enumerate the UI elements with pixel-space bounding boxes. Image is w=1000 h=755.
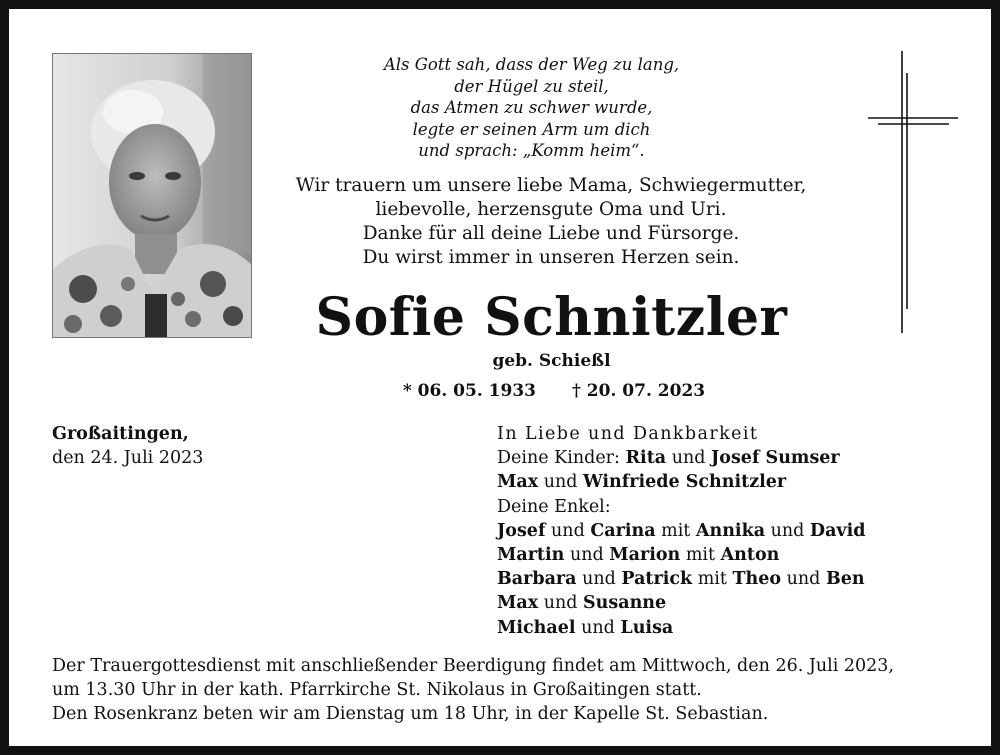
mourner-name: Ben (825, 569, 865, 590)
place-and-date (52, 422, 203, 470)
conjunction: und (575, 617, 621, 638)
grandchildren-heading: Deine Enkel: (497, 496, 611, 517)
mourner-name: Max (497, 472, 539, 493)
conjunction: und (564, 545, 610, 566)
service-line: Den Rosenkranz beten wir am Dienstag um 18 Uhr, in der Kapelle St. Sebastian. (52, 704, 769, 724)
mourner-name: Patrick (621, 569, 693, 590)
mourner-name: Susanne (583, 593, 667, 614)
birth-date: * 06. 05. 1933 (402, 381, 536, 401)
deceased-name: Sofie Schnitzler (315, 287, 788, 348)
mourner-name: Winfriede Schnitzler (583, 472, 787, 493)
conjunction: und (545, 520, 591, 541)
mourners-row (497, 470, 866, 494)
poem-line: Als Gott sah, dass der Weg zu lang, (383, 55, 680, 74)
mourner-name: Max (497, 593, 539, 614)
conjunction: und (538, 472, 584, 493)
conjunction: mit (692, 569, 733, 590)
message-line: liebevolle, herzensgute Oma und Uri. (375, 199, 727, 220)
poem-line: und sprach: „Komm heim“. (418, 141, 645, 160)
conjunction: und (781, 569, 826, 590)
mourners-row (497, 446, 866, 470)
poem-line: das Atmen zu schwer wurde, (410, 98, 653, 117)
conjunction: und (666, 448, 711, 469)
cross-icon (864, 51, 964, 336)
life-dates (389, 379, 719, 403)
service-info (52, 654, 967, 726)
mourners-row (497, 567, 866, 591)
mourner-name: Josef Sumser (711, 448, 840, 469)
birth-name: geb. Schießl (492, 351, 611, 371)
poem (309, 54, 754, 162)
conjunction: und (765, 520, 810, 541)
message-line: Danke für all deine Liebe und Fürsorge. (362, 223, 740, 244)
mourner-name: Rita (625, 448, 667, 469)
message-line: Du wirst immer in unseren Herzen sein. (362, 247, 740, 268)
conjunction: und (538, 593, 584, 614)
mourner-name: Anton (720, 545, 780, 566)
place-city: Großaitingen, (52, 424, 189, 444)
mourner-name: Annika (695, 520, 766, 541)
mourner-name: Michael (497, 617, 576, 638)
mourning-message (271, 174, 831, 270)
mourners-list (497, 422, 866, 640)
portrait-image-icon (53, 54, 251, 337)
mourner-name: Luisa (620, 617, 674, 638)
message-line: Wir trauern um unsere liebe Mama, Schwiegermutter, (295, 175, 807, 196)
mourners-row (497, 616, 866, 640)
portrait-photo (52, 53, 252, 338)
poem-line: legte er seinen Arm um dich (412, 119, 651, 139)
mourner-name: Carina (590, 520, 656, 541)
mourner-name: Barbara (497, 569, 577, 590)
children-prefix: Deine Kinder: (497, 448, 626, 469)
mourner-name: Josef (497, 520, 546, 541)
mourner-name: Marion (609, 545, 681, 566)
mourners-row (497, 591, 866, 615)
mourners-row (497, 519, 866, 543)
mourner-name: Martin (497, 545, 565, 566)
mourner-name: David (809, 520, 866, 541)
mourners-heading: In Liebe und Dankbarkeit (497, 424, 759, 444)
mourner-name: Theo (732, 569, 782, 590)
place-date: den 24. Juli 2023 (52, 448, 204, 468)
service-line: Der Trauergottesdienst mit anschließender Beerdigung findet am Mittwoch, den 26. Juli 2023, (52, 656, 894, 676)
poem-line: der Hügel zu steil, (454, 76, 609, 96)
conjunction: mit (655, 520, 696, 541)
mourners-row (497, 543, 866, 567)
death-date: † 20. 07. 2023 (572, 381, 706, 401)
service-line: um 13.30 Uhr in der kath. Pfarrkirche St. Nikolaus in Großaitingen statt. (52, 680, 702, 700)
conjunction: und (576, 569, 622, 590)
conjunction: mit (680, 545, 721, 566)
